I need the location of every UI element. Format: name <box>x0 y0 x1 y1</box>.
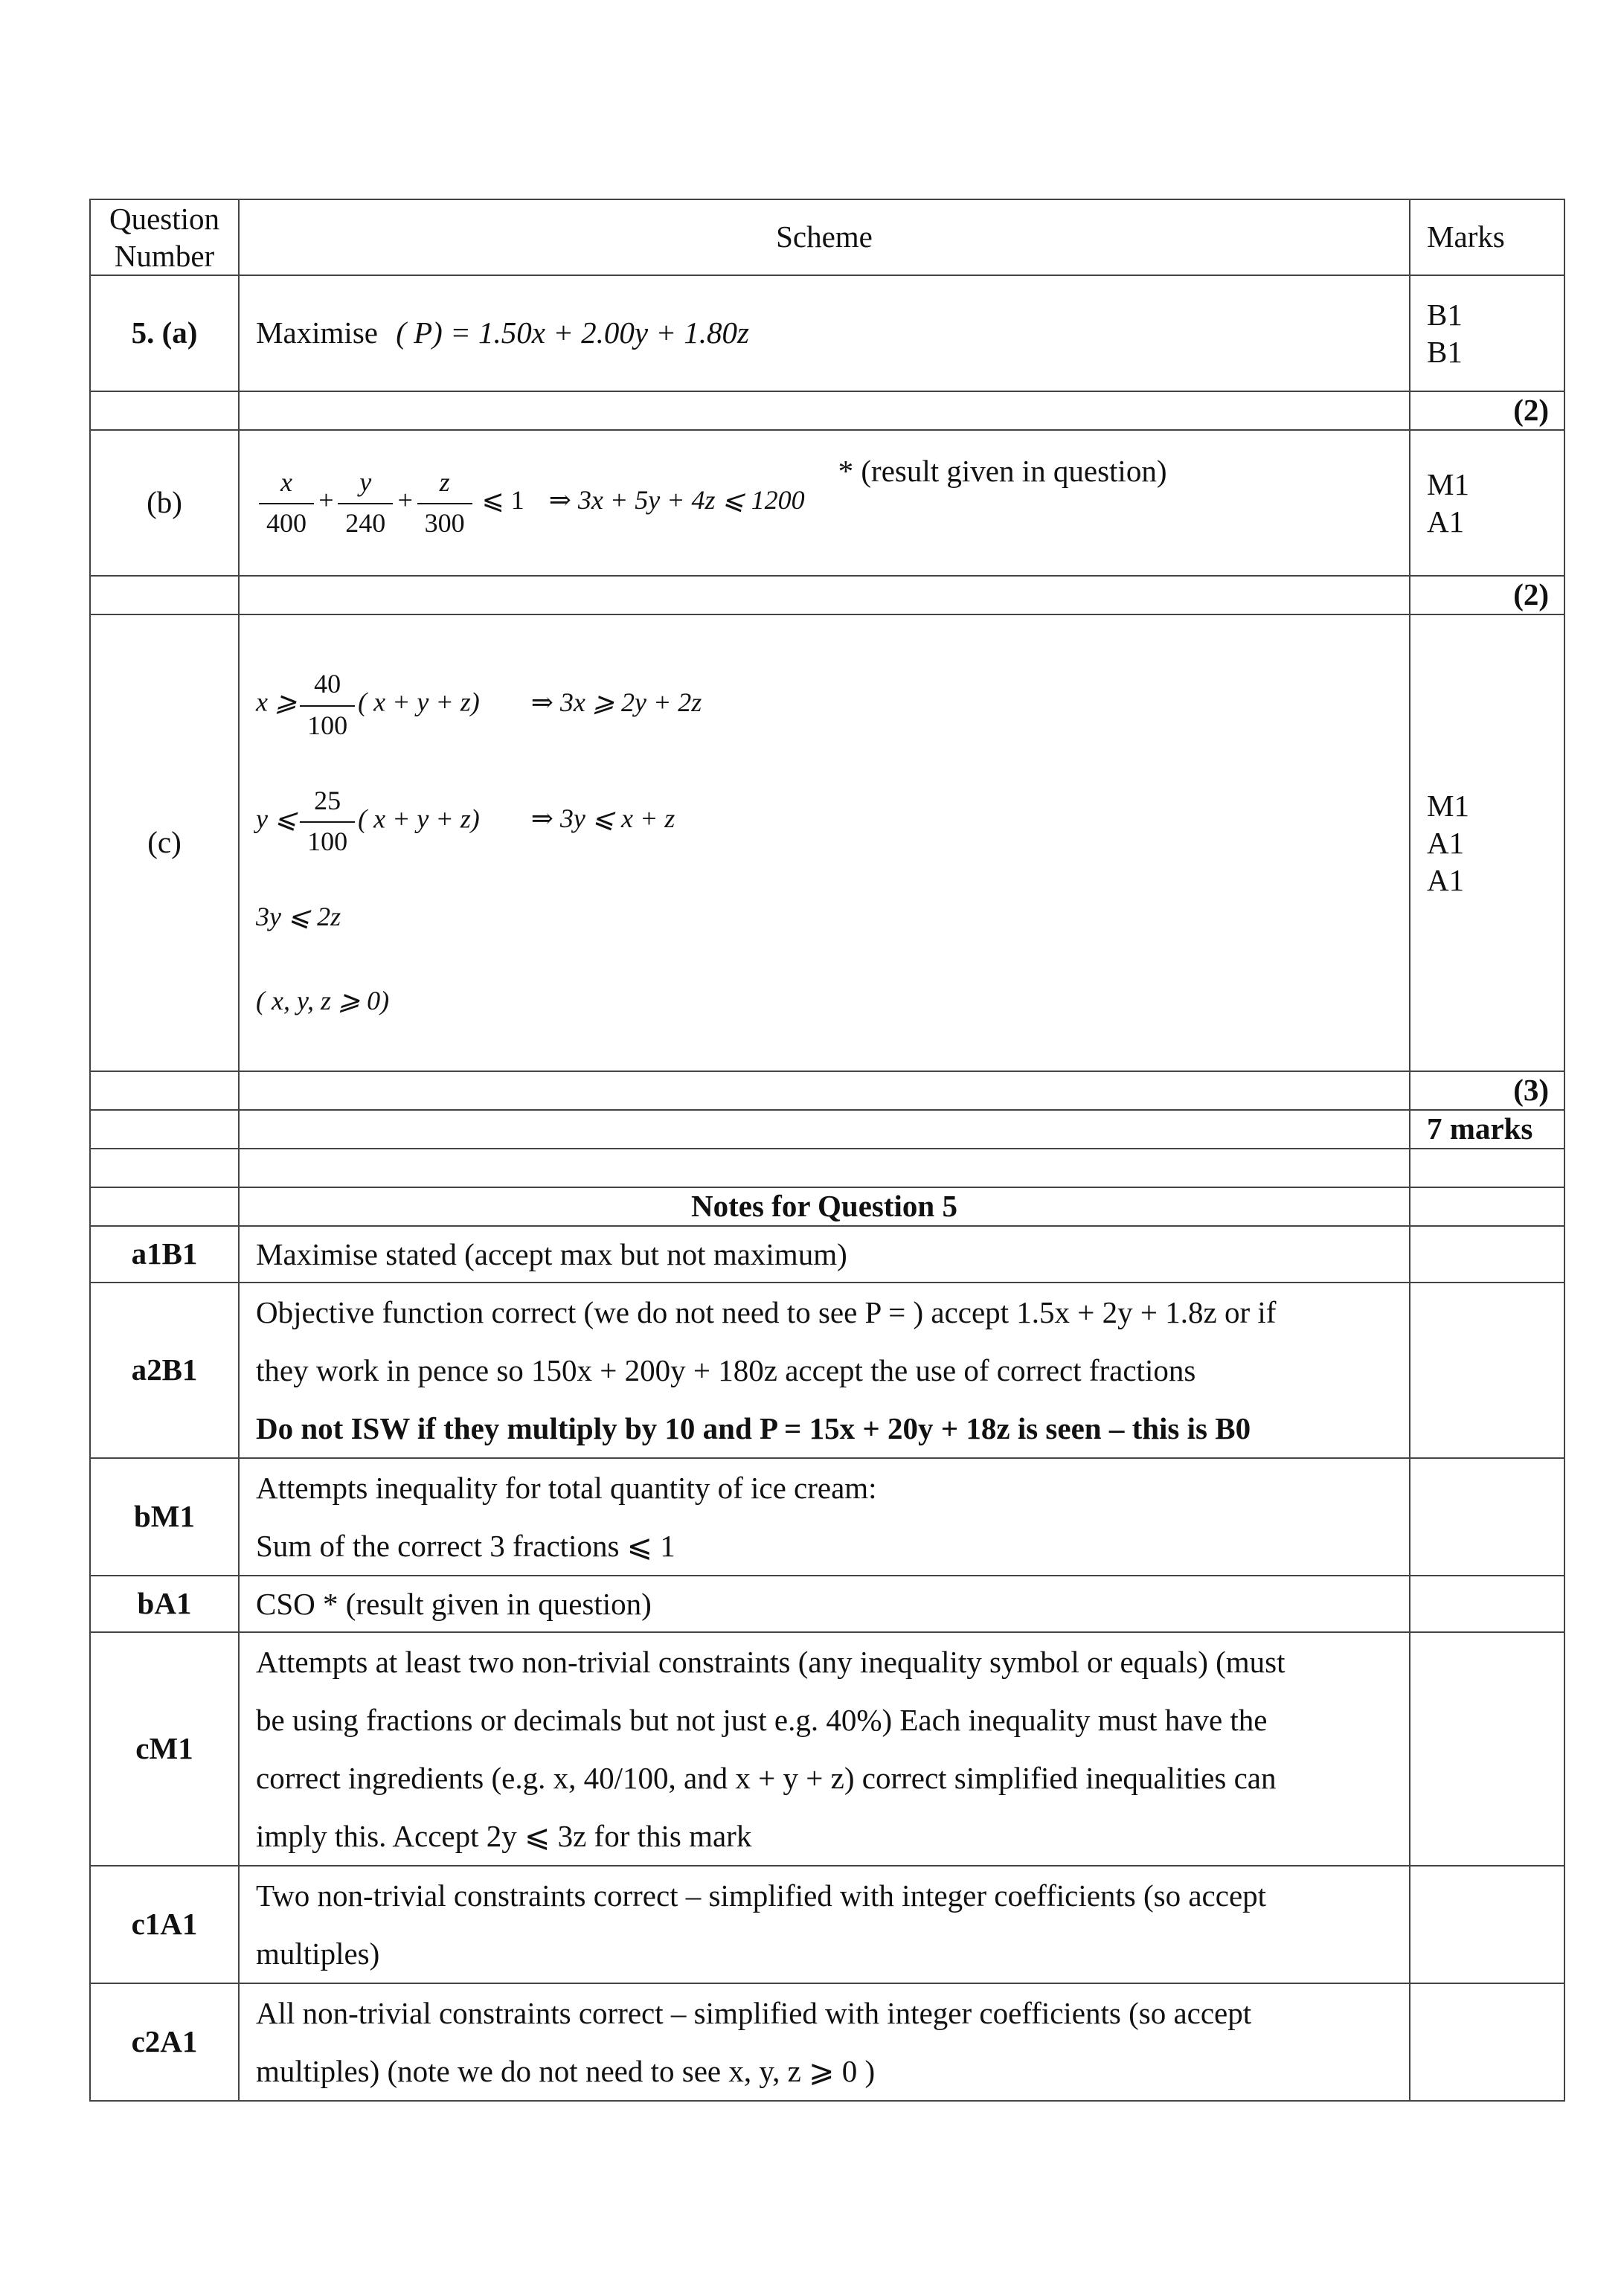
part-c-row <box>90 614 1564 1071</box>
note-code: bA1 <box>90 1576 239 1632</box>
part-b-inequality: $\frac{x}{400}$ + $\frac{y}{240}$ + $\frac{z}{300}$ ⩽ 1 ⇒ 3x + 5y + 4z ⩽ 1200 <box>256 485 812 515</box>
note-line: multiples) <box>256 1936 380 1971</box>
part-c-scheme <box>239 614 1410 1071</box>
part-c-line-2: y ⩽ $\frac{25}{100}$ ( x + y + z) ⇒ 3y ⩽ x + z <box>256 785 1409 858</box>
note-code: c2A1 <box>90 1983 239 2101</box>
part-b-scheme <box>239 430 1410 576</box>
note-marks <box>1410 1226 1564 1283</box>
part-c-subtotal: (3) <box>1410 1071 1564 1110</box>
fraction-x-over-400: $\frac{x}{400}$ <box>259 466 314 539</box>
note-row-a1B1 <box>90 1226 1564 1283</box>
part-b-mark-1: M1 <box>1427 467 1469 501</box>
note-row-c2A1 <box>90 1983 1564 2101</box>
header-scheme: Scheme <box>239 199 1410 275</box>
note-marks <box>1410 1576 1564 1632</box>
note-row-bA1 <box>90 1576 1564 1632</box>
part-c-line-4: ( x, y, z ⩾ 0) <box>256 986 390 1016</box>
note-marks <box>1410 1632 1564 1866</box>
header-question-line2: Number <box>114 239 215 273</box>
part-c-subtotal-row <box>90 1071 1564 1110</box>
note-line: Sum of the correct 3 fractions ⩽ 1 <box>256 1529 675 1563</box>
part-a-subtotal-row <box>90 391 1564 430</box>
notes-body <box>90 1226 1564 2101</box>
note-code: cM1 <box>90 1632 239 1866</box>
header-question-line1: Question <box>109 202 220 236</box>
note-line: they work in pence so 150x + 200y + 180z accept the use of correct fractions <box>256 1353 1196 1387</box>
note-line: be using fractions or decimals but not just e.g. 40%) Each inequality must have the <box>256 1703 1268 1737</box>
note-line: Attempts inequality for total quantity of ice cream: <box>256 1471 877 1505</box>
part-a-mark-2: B1 <box>1427 335 1463 369</box>
part-c-mark-2: A1 <box>1427 826 1465 860</box>
note-line: correct ingredients (e.g. x, 40/100, and x + y + z) correct simplified inequalities can <box>256 1761 1277 1795</box>
note-line: multiples) (note we do not need to see x, y, z ⩾ 0 ) <box>256 2054 876 2088</box>
header-question-number <box>90 199 239 275</box>
note-text <box>239 1632 1410 1866</box>
notes-title-row <box>90 1187 1564 1226</box>
question-total: 7 marks <box>1410 1110 1564 1149</box>
note-line: Maximise stated (accept max but not maximum) <box>256 1237 847 1271</box>
part-c-mark-3: A1 <box>1427 863 1465 897</box>
part-c-mark-1: M1 <box>1427 789 1469 823</box>
note-line: Objective function correct (we do not need to see P = ) accept 1.5x + 2y + 1.8z or if <box>256 1295 1277 1329</box>
note-marks <box>1410 1458 1564 1576</box>
part-a-label: 5. (a) <box>90 275 239 391</box>
part-c-label: (c) <box>90 614 239 1071</box>
note-code: bM1 <box>90 1458 239 1576</box>
part-a-mark-1: B1 <box>1427 298 1463 332</box>
note-text <box>239 1866 1410 1983</box>
fraction-y-over-240: $\frac{y}{240}$ <box>338 466 393 539</box>
header-marks: Marks <box>1410 199 1564 275</box>
note-text <box>239 1226 1410 1283</box>
part-b-subtotal-row <box>90 576 1564 614</box>
notes-title: Notes for Question 5 <box>239 1187 1410 1226</box>
note-row-a2B1 <box>90 1283 1564 1458</box>
fraction-25-over-100: $\frac{25}{100}$ <box>300 785 355 858</box>
note-marks <box>1410 1283 1564 1458</box>
part-b-row <box>90 430 1564 576</box>
note-code: c1A1 <box>90 1866 239 1983</box>
part-a-marks <box>1410 275 1564 391</box>
mark-scheme-sheet <box>89 199 1564 2102</box>
part-b-ineq-rest: ⩽ 1 <box>481 485 524 516</box>
part-b-subtotal: (2) <box>1410 576 1564 614</box>
header-row <box>90 199 1564 275</box>
fraction-z-over-300: $\frac{z}{300}$ <box>417 466 472 539</box>
part-a-word: Maximise <box>256 315 378 350</box>
part-a-row <box>90 275 1564 391</box>
part-a-scheme <box>239 275 1410 391</box>
part-c-marks <box>1410 614 1564 1071</box>
total-row <box>90 1110 1564 1149</box>
part-c-line-1: x ⩾ $\frac{40}{100}$ ( x + y + z) ⇒ 3x ⩾ 2y + 2z <box>256 668 1409 741</box>
note-text <box>239 1983 1410 2101</box>
part-b-mark-2: A1 <box>1427 504 1465 539</box>
spacer-row <box>90 1149 1564 1187</box>
mark-scheme-table <box>89 199 1565 2102</box>
note-line: imply this. Accept 2y ⩽ 3z for this mark <box>256 1819 752 1853</box>
note-line: Do not ISW if they multiply by 10 and P = 15x + 20y + 18z is seen – this is B0 <box>256 1411 1251 1445</box>
note-line: CSO * (result given in question) <box>256 1587 652 1621</box>
part-a-expression: ( P) = 1.50x + 2.00y + 1.80z <box>396 315 749 350</box>
note-row-cM1 <box>90 1632 1564 1866</box>
part-b-implies: ⇒ 3x + 5y + 4z ⩽ 1200 <box>548 485 805 516</box>
note-line: Two non-trivial constraints correct – simplified with integer coefficients (so accept <box>256 1878 1267 1913</box>
part-c-line-3: 3y ⩽ 2z <box>256 902 341 932</box>
note-row-bM1 <box>90 1458 1564 1576</box>
part-b-label: (b) <box>90 430 239 576</box>
part-a-subtotal: (2) <box>1410 391 1564 430</box>
note-line: Attempts at least two non-trivial constraints (any inequality symbol or equals) (must <box>256 1645 1286 1679</box>
note-code: a1B1 <box>90 1226 239 1283</box>
note-text <box>239 1576 1410 1632</box>
fraction-40-over-100: $\frac{40}{100}$ <box>300 668 355 741</box>
note-code: a2B1 <box>90 1283 239 1458</box>
note-line: All non-trivial constraints correct – simplified with integer coefficients (so accept <box>256 1996 1252 2030</box>
note-text <box>239 1283 1410 1458</box>
note-row-c1A1 <box>90 1866 1564 1983</box>
note-marks <box>1410 1866 1564 1983</box>
part-b-marks <box>1410 430 1564 576</box>
part-b-note: * (result given in question) <box>838 453 1167 488</box>
note-text <box>239 1458 1410 1576</box>
note-marks <box>1410 1983 1564 2101</box>
